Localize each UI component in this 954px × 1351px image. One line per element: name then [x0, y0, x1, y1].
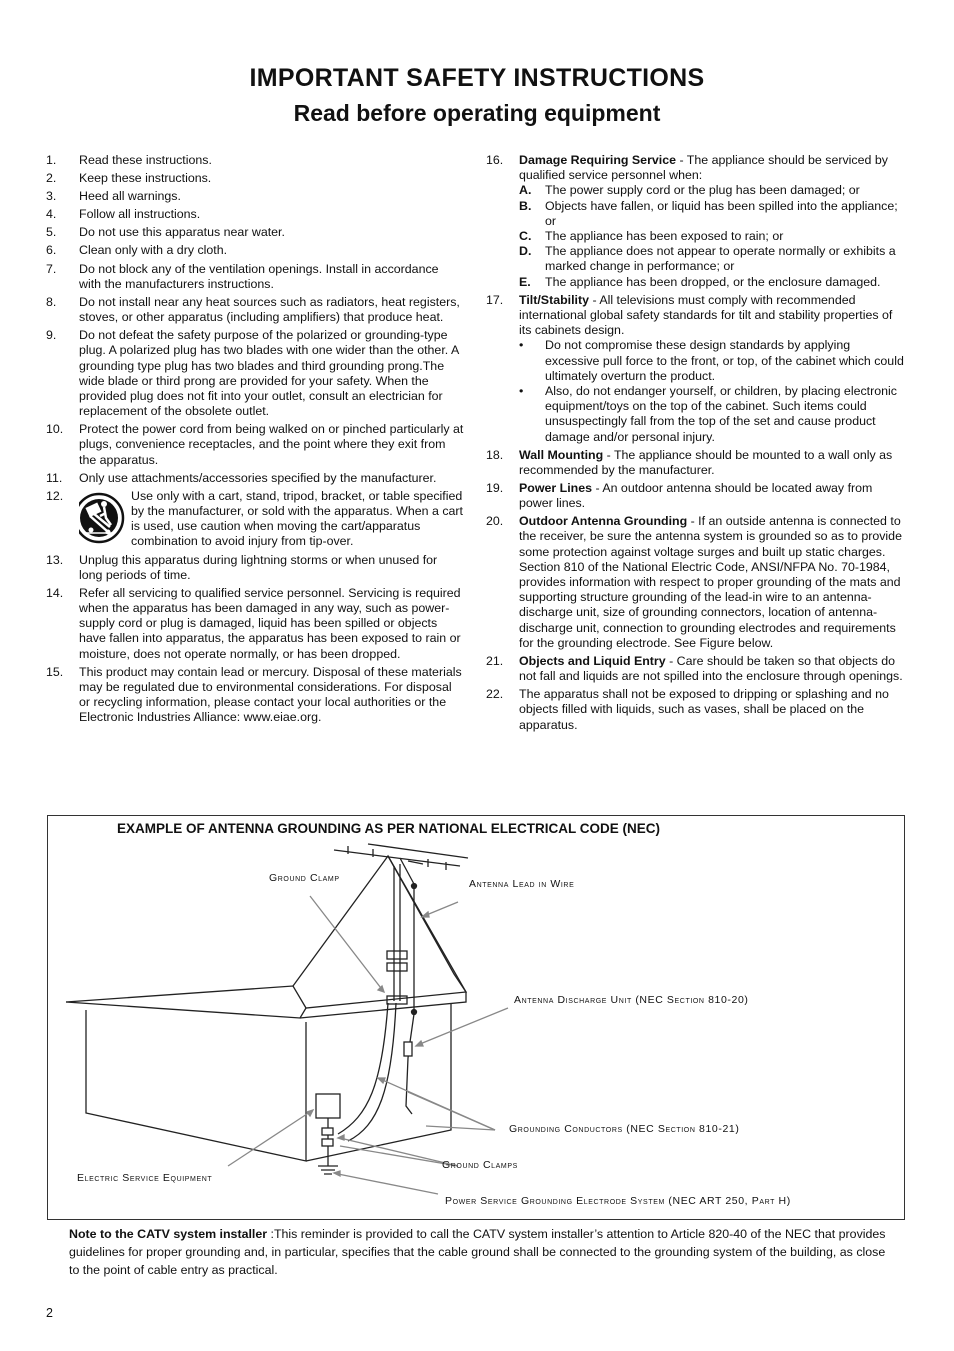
list-item: 17. Tilt/Stability - All televisions must comply with recommended international global safety standards for tilt and stability properties of its cabinets design. • Do not compromise these design standards by applying excessive pull force to the front, or top, of the cabinet which could ultimately overturn the product. • Also, do not endanger yourself, or children, by placing electronic equipment/toys on the top of the cabinet. Such items could unsuspectingly fall from the top of the set and cause product damage and/or personal injury. — [486, 292, 904, 444]
list-item: 18. Wall Mounting - The appliance should be mounted to a wall only as recommended by the manufacturer. — [486, 447, 893, 477]
list-item: 20. Outdoor Antenna Grounding - If an outside antenna is connected to the receiver, be sure the antenna system is grounded so as to provide some protection against voltage surges and built up static charges. Section 810 of the National Electric Code, ANSI/NFPA No. 70-1984, provides information with respect to proper grounding of the mats and supporting structure grounding of the lead-in wire to an antenna-discharge unit, size of grounding connectors, location of antenna-discharge unit, connection to grounding electrodes and requirements for the grounding electrode. See Figure below. — [486, 514, 902, 650]
list-item: 5. Do not use this apparatus near water. — [46, 225, 285, 240]
list-item: 14. Refer all servicing to qualified service personnel. Servicing is required when the apparatus has been damaged in any way, such as power-supply cord or plug is damaged, liquid has been spilled or objects have fallen into apparatus, the apparatus has been exposed to rain or moisture, does not operate normally, or has been dropped. — [46, 585, 461, 661]
label-antenna-lead: Antenna Lead in Wire — [469, 878, 575, 890]
diagram-title: EXAMPLE OF ANTENNA GROUNDING AS PER NATIONAL ELECTRICAL CODE (NEC) — [117, 821, 661, 836]
label-discharge-unit: Antenna Discharge Unit (NEC Section 810-20) — [514, 994, 749, 1006]
list-item: 19. Power Lines - An outdoor antenna should be located away from power lines. — [486, 480, 873, 511]
list-item: 10. Protect the power cord from being walked on or pinched particularly at plugs, convenience receptacles, and the point where they exit from the apparatus. — [46, 422, 464, 467]
list-item: 7. Do not block any of the ventilation openings. Install in accordance with the manufacturers instructions. — [46, 261, 439, 291]
list-item: 8. Do not install near any heat sources such as radiators, heat registers, stoves, or other apparatus (including amplifiers) that produce heat. — [46, 294, 460, 325]
antenna-grounding-diagram — [47, 815, 905, 1220]
list-item: 16. Damage Requiring Service - The appliance should be serviced by qualified service personnel when: A. The power supply cord or the plug has been damaged; or B. Objects have fallen, or liquid has been spilled into the appliance; or C. The appliance has been exposed to rain; or D. The appliance does not appear to operate normally or exhibits a marked change in performance; or E. The appliance has been dropped, or the enclosure damaged. — [486, 153, 898, 289]
label-power-service: Power Service Grounding Electrode System (NEC ART 250, Part H) — [445, 1195, 791, 1207]
list-item: 11. Only use attachments/accessories specified by the manufacturer. — [46, 470, 437, 485]
catv-note: Note to the CATV system installer :This reminder is provided to call the CATV system installer’s attention to Article 820-40 of the NEC that provides guidelines for proper grounding and, in particular, specifies that the cable ground shall be connected to the grounding system of the building, as close to the point of cable entry as practical. — [69, 1227, 886, 1277]
list-item: 13. Unplug this apparatus during lightning storms or when unused for long periods of time. — [46, 552, 438, 582]
label-electric-service: Electric Service Equipment — [77, 1172, 213, 1184]
list-item: 15. This product may contain lead or mercury. Disposal of these materials may be regulated due to environmental considerations. For disposal or recycling information, please contact your local authorities or the Electronic Industries Alliance: www.eiae.org. — [46, 664, 462, 725]
list-item: 3. Heed all warnings. — [46, 189, 181, 204]
list-item: 4. Follow all instructions. — [46, 207, 201, 222]
label-ground-clamps: Ground Clamps — [442, 1159, 518, 1171]
page-title: IMPORTANT SAFETY INSTRUCTIONS — [249, 64, 705, 92]
list-item: 12. Use only with a cart, stand, tripod, bracket, or table specified by the manufacturer, or sold with the apparatus. When a cart is used, use caution when moving the cart/apparatus combination to avoid injury from tip-over. — [46, 488, 463, 549]
list-item: 21. Objects and Liquid Entry - Care should be taken so that objects do not fall and liquids are not spilled into the enclosure through openings. — [486, 653, 903, 684]
cart-warning-icon — [79, 491, 125, 545]
label-ground-clamp: Ground Clamp — [269, 872, 340, 884]
list-item: 6. Clean only with a dry cloth. — [46, 243, 228, 258]
page-subtitle: Read before operating equipment — [293, 100, 661, 126]
label-grounding-conductors: Grounding Conductors (NEC Section 810-21) — [509, 1123, 740, 1135]
list-item: 2. Keep these instructions. — [46, 171, 212, 186]
right-column — [486, 153, 907, 736]
list-item: 22. The apparatus shall not be exposed to dripping or splashing and no objects filled with liquids, such as vases, shall be placed on the apparatus. — [486, 687, 889, 732]
left-column — [46, 153, 464, 728]
list-item: 9. Do not defeat the safety purpose of the polarized or grounding-type plug. A polarized plug has two blades with one wider than the other. A grounding type plug has two blades and third grounding prong.The wide blade or third prong are provided for your safety. When the provided plug does not fit into your outlet, consult an electrician for replacement of the obsolete outlet. — [46, 328, 459, 419]
list-item: 1. Read these instructions. — [46, 153, 212, 167]
page-number: 2 — [46, 1306, 53, 1320]
